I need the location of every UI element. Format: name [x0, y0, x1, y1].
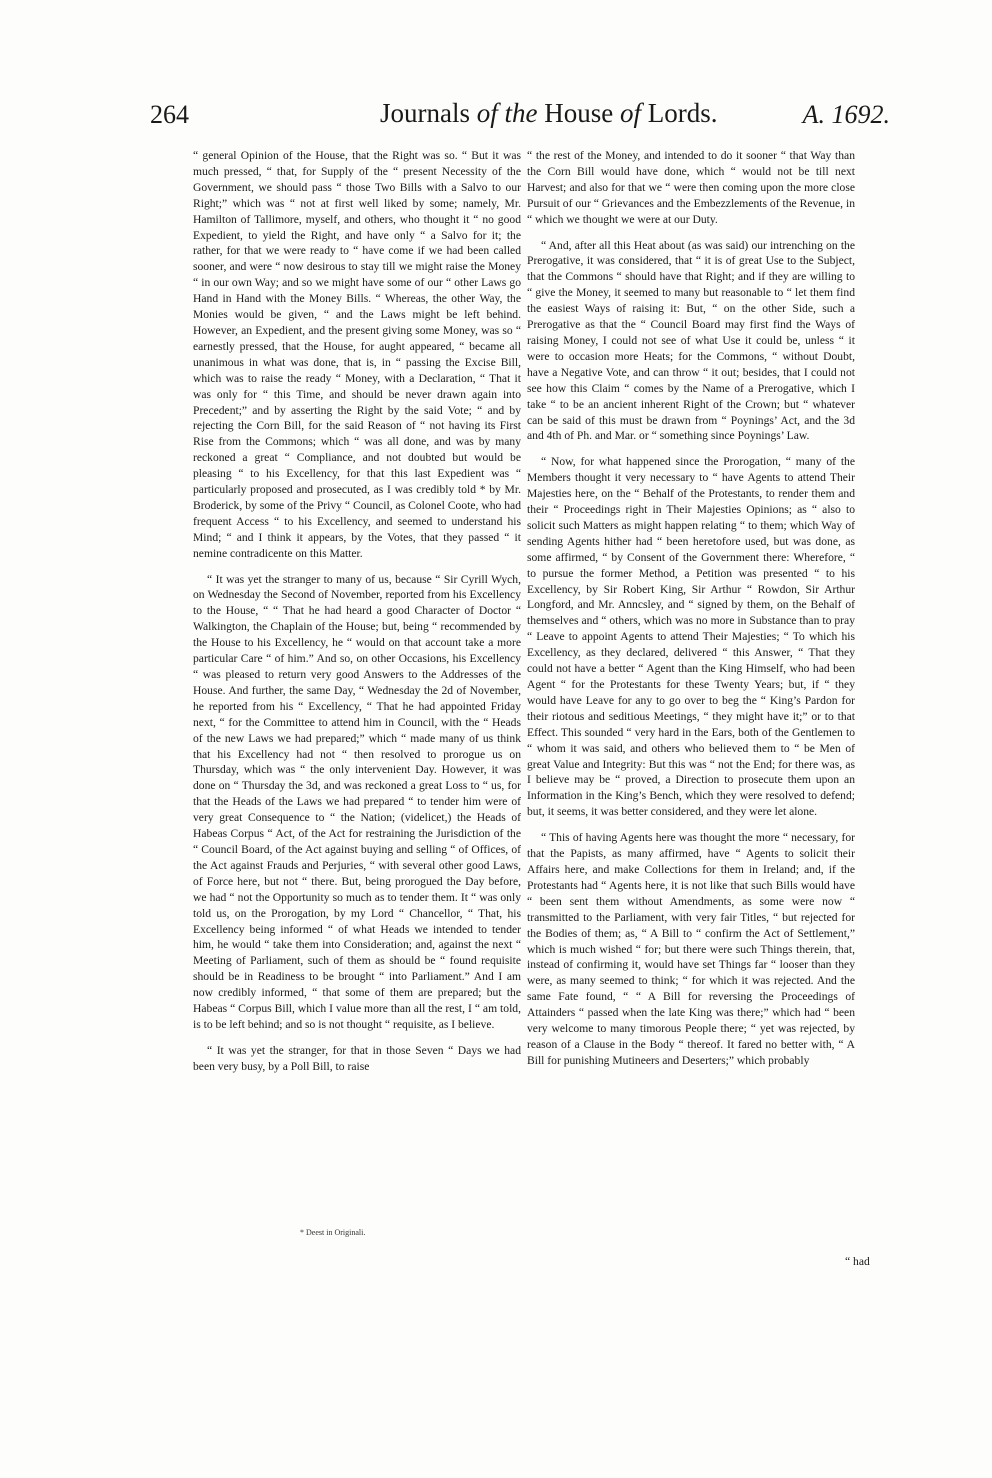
footnote: * Deest in Originali.	[300, 1228, 366, 1237]
paragraph: “ And, after all this Heat about (as was said) our intrenching on the Prerogative, it was considered, that “ it is of great Use to the Subject, that the Commons “ should have that Right; and if they are willing to “ give the Money, it seemed to many but reasonable to “ let them find the easiest Ways of raising it: But, “ on the other Side, such a Prerogative as that the “ Council Board may first find the Ways of raising Money, I could not see of what Use it could be, unless “ it were to occasion more Heats; for the Commons, “ without Doubt, have a Negative Vote, and can throw “ it out; besides, that I could not see how this Claim “ comes by the Name of a Prerogative, which I take “ to be an ancient inherent Right of the Crown; but “ whatever can be said of this must be drawn from “ Poynings’ Act, and the 3d and 4th of Ph. and Mar. or “ something since Poynings’ Law.	[527, 238, 855, 443]
title-part: House	[537, 98, 621, 128]
paragraph: “ It was yet the stranger to many of us, because “ Sir Cyrill Wych, on Wednesday the Second of November, reported from his Excellency to the House, “ “ That he had heard a good Character of Doctor “ Walkington, the Chaplain of the House; but, being “ recommended by the House to his Excellency, he “ would on that account take a more particular Care “ of him.” And so, on other Occasions, his Excellency “ was pleased to return very good Answers to the Addresses of the House. And further, the same Day, “ Wednesday the 2d of November, he reported from his “ Excellency, “ That he had appointed Friday next, “ for the Committee to attend him in Council, with the “ Heads of the new Laws we had prepared;” which “ made many of us think that his Excellency had not “ then resolved to prorogue us on Thursday, which was “ the only intervenient Day. However, it was done on “ Thursday the 3d, and was reckoned a great Loss to “ us, for that the Heads of the Laws we had prepared “ to tender him were of very great Consequence to “ the Nation; (videlicet,) the Heads of Habeas Corpus “ Act, of the Act for restraining the Jurisdiction of the “ Council Board, of the Act against buying and selling “ of Offices, of the Act against Frauds and Perjuries, “ with several other good Laws, of Force here, but not “ there. But, being prorogued the Day before, we had “ not the Opportunity so much as to tender them. It “ was only told us, on the Prorogation, by my Lord “ Chancellor, “ That, his Excellency being informed “ of what Heads we intended to tender him, he would “ take them into Consideration; and, against the next “ Meeting of Parliament, such of them as should be “ found requisite should be in Readiness to be brought “ into Parliament.” And I am now credibly informed, “ that some of them are prepared; but the Habeas “ Corpus Bill, which I value more than all the rest, I “ am told, is to be left behind; and so is not thought “ requisite, as I believe.	[193, 572, 521, 1031]
catchword: “ had	[845, 1255, 870, 1268]
page-number: 264	[150, 100, 189, 129]
title-part: the	[504, 98, 538, 128]
paragraph: “ general Opinion of the House, that the Right was so. “ But it was much pressed, “ that, for Supply of the “ present Necessity of the Government, we should pass “ those Two Bills with a Salvo to our Right;” which was “ not at first well liked by some; namely, Mr. Hamilton of Tallimore, myself, and others, who thought it “ no good Expedient, to yield the Right, and have only “ a Salvo for it; the rather, for that we were ready to “ have come if we had been called sooner, and were “ now desirous to stay till we might raise the Money “ in our own Way; and so we might have some of our “ other Laws go Hand in Hand with the Money Bills. “ Whereas, the other Way, the Monies would be given, “ and the Laws might be left behind. However, an Expedient, and the present giving some Money, was so “ earnestly pressed, that the House, for aught appeared, “ became all unanimous in what was done, that is, in “ passing the Excise Bill, which was to raise the ready “ Money, with a Declaration, “ That it was only for “ this Time, and should be never drawn again into Precedent;” and by asserting the Right by the said Vote; “ and by rejecting the Corn Bill, for the said Reason of “ not having its First Rise from the Commons; which “ was all done, and was by many reckoned a great “ Compliance, and not doubted but would be pleasing “ to his Excellency, for that this last Expedient was “ particularly proposed and prosecuted, as I was credibly told * by Mr. Broderick, by some of the Privy “ Council, as Colonel Coote, who had frequent Access “ to his Excellency, and seemed to understand his Mind; “ and I think it appears, by the Votes, that they passed “ it nemine contradicente on this Matter.	[193, 149, 521, 560]
title-part: of	[620, 98, 642, 128]
paragraph: “ the rest of the Money, and intended to do it sooner “ that Way than the Corn Bill would have done, which “ would not be till next Harvest; and also for that we “ were then coming upon the more close Pursuit of our “ Grievances and the Embezzlements of the Revenue, in “ which we thought we were at our Duty.	[527, 149, 855, 226]
paragraph: “ It was yet the stranger, for that in those Seven “ Days we had been very busy, by a Poll Bill, to raise	[193, 1043, 521, 1073]
title-part: Lords.	[641, 98, 718, 128]
running-title	[380, 98, 718, 129]
year: A. 1692.	[802, 100, 890, 129]
right-column	[527, 148, 855, 1076]
title-part: of	[470, 98, 505, 128]
title-part: Journals	[380, 98, 470, 128]
page-header	[150, 98, 890, 138]
paragraph: “ This of having Agents here was thought the more “ necessary, for that the Papists, as many affirmed, have “ Agents to solicit their Affairs here, and make Collections for them in Ireland; and, if the Protestants had “ Agents here, it is not like that such Bills would have “ been sent them without Amendments, as some were now “ transmitted to the Parliament, with very fair Titles, “ but rejected for the Bodies of them; as, “ A Bill to “ confirm the Act of Settlement,” which is much wished “ for; but there were such Things therein, that, instead of confirming it, would have set Things far “ looser than they were, as many seemed to think; “ for which it was rejected. And the same Fate found, “ “ A Bill for reversing the Proceedings of Attainders “ passed when the late King was there;” which had “ been very welcome to many timorous People there; “ yet was rejected, by reason of a Clause in the Body “ thereof. It fared no better with, “ A Bill for punishing Mutineers and Deserters;” which probably	[527, 831, 855, 1067]
paragraph: “ Now, for what happened since the Prorogation, “ many of the Members thought it very necessary to “ have Agents to attend Their Majesties here, on the “ Behalf of the Protestants, to render them and their “ Proceedings right in Their Majesties Opinions; as “ also to solicit such Matters as might happen relating “ to them; which Way of sending Agents hither had “ been heretofore used, but was done, as some affirmed, “ by Consent of the Government there: Wherefore, “ to pursue the former Method, a Petition was presented “ to his Excellency, by Sir Robert King, Sir Arthur “ Rowdon, Sir Arthur Longford, and Mr. Anncsley, and “ signed by them, on the Behalf of themselves and “ others, which was no more in Substance than to pray “ Leave to appoint Agents to attend Their Majesties; “ To which his Excellency, as they declared, delivered “ this Answer, “ That they could not have a better “ Agent than the King Himself, who had been Agent “ for the Protestants for these Twenty Years; but, if “ they would have Leave for any to go over to beg the “ King’s Pardon for their riotous and seditious Meetings, “ they might have it;” or to that Effect. This sounded “ very hard in the Ears, both of the Gentlemen to “ whom it was said, and others who believed them to “ be Men of great Value and Integrity: But this was “ not the End; for there was, as I believe may be “ proved, a Direction to prosecute them upon an Information in the King’s Bench, which they were resolved to defend; but, it seems, it was better considered, and they were let alone.	[527, 455, 855, 819]
left-column	[193, 148, 521, 1082]
